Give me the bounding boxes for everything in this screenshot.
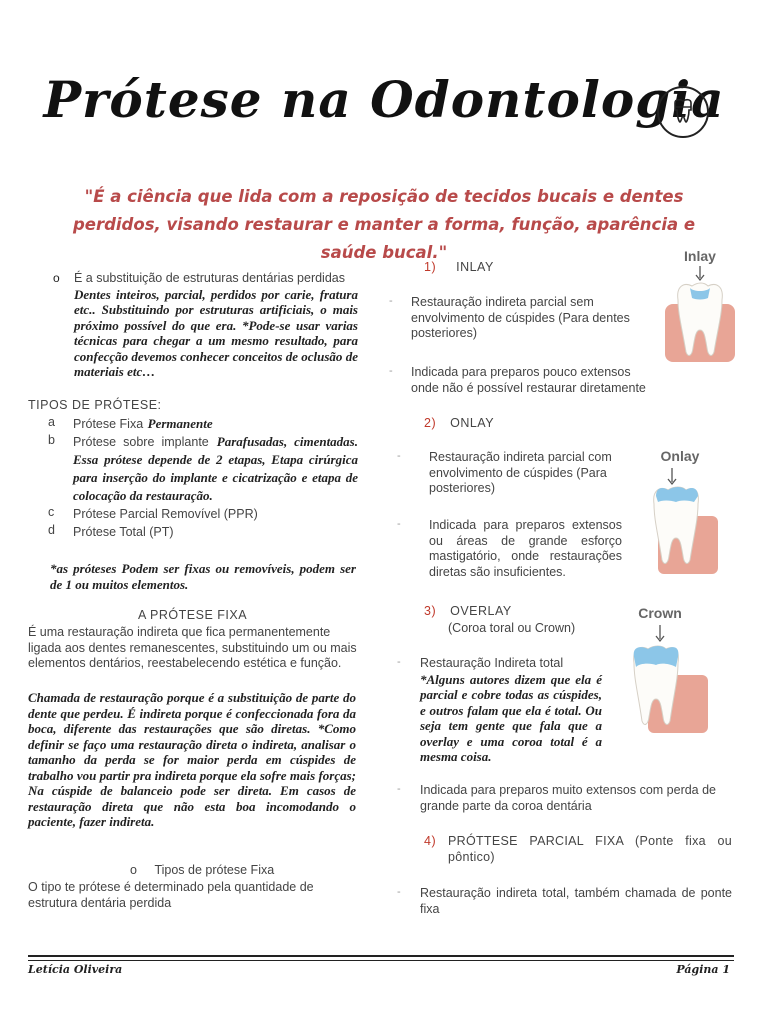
intro-italic: Dentes inteiros, parcial, perdidos por carie, fratura etc.. Substituindo por estruturas artificiais, o mais próximo possível do que era. *Pode-se usar varias técnicas para chegar a um mesmo resultado, para confecção devemos conhecer conceitos de oclusão de materiais etc… [74,286,358,379]
dash: - [397,783,401,795]
dash: - [397,450,401,462]
item-text: Indicada para preparos pouco extensos onde não é possível restaurar diretamente [411,365,646,395]
tipos-fixa-text: O tipo te prótese é determinado pela quantidade de estrutura dentária perdida [28,880,314,910]
onlay-header [424,416,494,430]
list-item [48,523,358,541]
tooth-icon [657,86,709,138]
onlay-illustration [640,448,720,578]
list-item [48,505,358,523]
footer-divider [28,955,734,957]
dash: - [389,365,393,377]
item-text: Restauração Indireta total [420,656,564,670]
tipos-fixa-label: Tipos de prótese Fixa [154,863,275,877]
list-italic: Parafusadas, cimentadas. Essa prótese depende de 2 etapas, Etapa cirúrgica para inserção do implante e cicatrização e etapa de colocação da restauração. [73,434,358,503]
overlay-item-1 [397,656,602,765]
crown-illustration [620,605,710,740]
item-text: Restauração indireta total, também chamada de ponte fixa [420,886,732,916]
list-italic: Permanente [147,416,213,431]
section-name: PRÓTTESE PARCIAL FIXA (Ponte fixa ou pôntico) [448,834,732,864]
overlay-item-2 [397,783,732,814]
onlay-item-1 [397,450,622,497]
inlay-illustration [660,248,740,368]
bullet-marker: o [130,863,137,877]
image-label: Crown [638,605,682,621]
inlay-header [424,260,494,274]
tipos-fixa-header [130,863,274,879]
intro-plain: É a substituição de estruturas dentárias perdidas [74,271,345,285]
list-letter: a [48,415,55,429]
footer-divider [28,960,734,961]
list-plain: Prótese sobre implante [73,435,209,449]
definition-quote: "É a ciência que lida com a reposição de tecidos bucais e dentes perdidos, visando restaurar e manter a forma, função, aparência e saúde bucal." [72,187,696,262]
inlay-item-1 [389,295,639,342]
bullet-marker: o [53,271,60,285]
dash: - [397,886,401,898]
tipos-list [48,415,358,541]
list-plain: Prótese Fixa [73,417,144,431]
footer-author: Letícia Oliveira [28,963,123,976]
section-number: 4) [424,834,437,848]
intro-bullet [53,271,358,380]
item-text: Restauração indireta parcial com envolvimento de cúspides (Para posteriores) [429,450,612,495]
item-text: Indicada para preparos extensos ou áreas de grande esforço mastigatório, onde restaurações diretas são insuficientes. [429,518,622,579]
section-name: ONLAY [450,416,495,430]
section-name: OVERLAY [450,604,512,618]
item-text: Restauração indireta parcial sem envolvimento de cúspides (Para dentes posteriores) [411,295,630,340]
tipos-header: TIPOS DE PRÓTESE: [28,398,162,412]
fixa-header: A PRÓTESE FIXA [137,608,248,622]
section-number: 3) [424,604,437,618]
dash: - [397,518,401,530]
section-number: 2) [424,416,437,430]
dash: - [397,656,401,668]
item-text: Indicada para preparos muito extensos com perda de grande parte da coroa dentária [420,783,717,813]
page-title: Prótese na Odontologia [43,70,725,129]
list-letter: b [48,433,55,447]
dash: - [389,295,393,307]
section-name: INLAY [456,260,494,274]
overlay-header [424,604,512,618]
list-letter: c [48,505,55,519]
list-letter: d [48,523,55,537]
inlay-item-2 [389,365,654,396]
onlay-item-2 [397,518,622,580]
list-item [48,415,358,433]
tipos-note: *as próteses Podem ser fixas ou removíveis, podem ser de 1 ou muitos elementos. [50,561,356,592]
image-label: Inlay [684,248,716,264]
list-plain: Prótese Total (PT) [73,525,174,539]
list-plain: Prótese Parcial Removível (PPR) [73,507,258,521]
footer-page: Página 1 [676,963,730,976]
ppf-header [424,834,732,865]
fixa-italic: Chamada de restauração porque é a substituição de parte do dente que perdeu. É indireta porque é confeccionada fora da boca, diferente das restaurações que são diretas. *Como definir se faço uma restauração direta o indireta, analisar o tamanho da perda se for maior perda em cúspides de trabalho vou partir pra indireta porque ela sofre mais forças; Na cúspide de balanceio pode ser direta. Em casos de restauração direta que não esta boa incomodando o paciente, fazer indireta. [28,690,356,829]
overlay-subtitle: (Coroa toral ou Crown) [448,621,576,635]
fixa-text: É uma restauração indireta que fica permanentemente ligada aos dentes remanescentes, substituindo um ou mais elementos dentários, reestabelecendo estética e função. [28,625,357,670]
list-item [48,433,358,505]
image-label: Onlay [660,448,700,464]
section-number: 1) [424,260,437,274]
ppf-item [397,886,732,917]
item-italic: *Alguns autores dizem que ela é parcial e cobre todas as cúspides, e outros falam que ela é total. Ou seja tem gente que fala que a overlay e uma coroa total é a mesma coisa. [420,671,602,764]
